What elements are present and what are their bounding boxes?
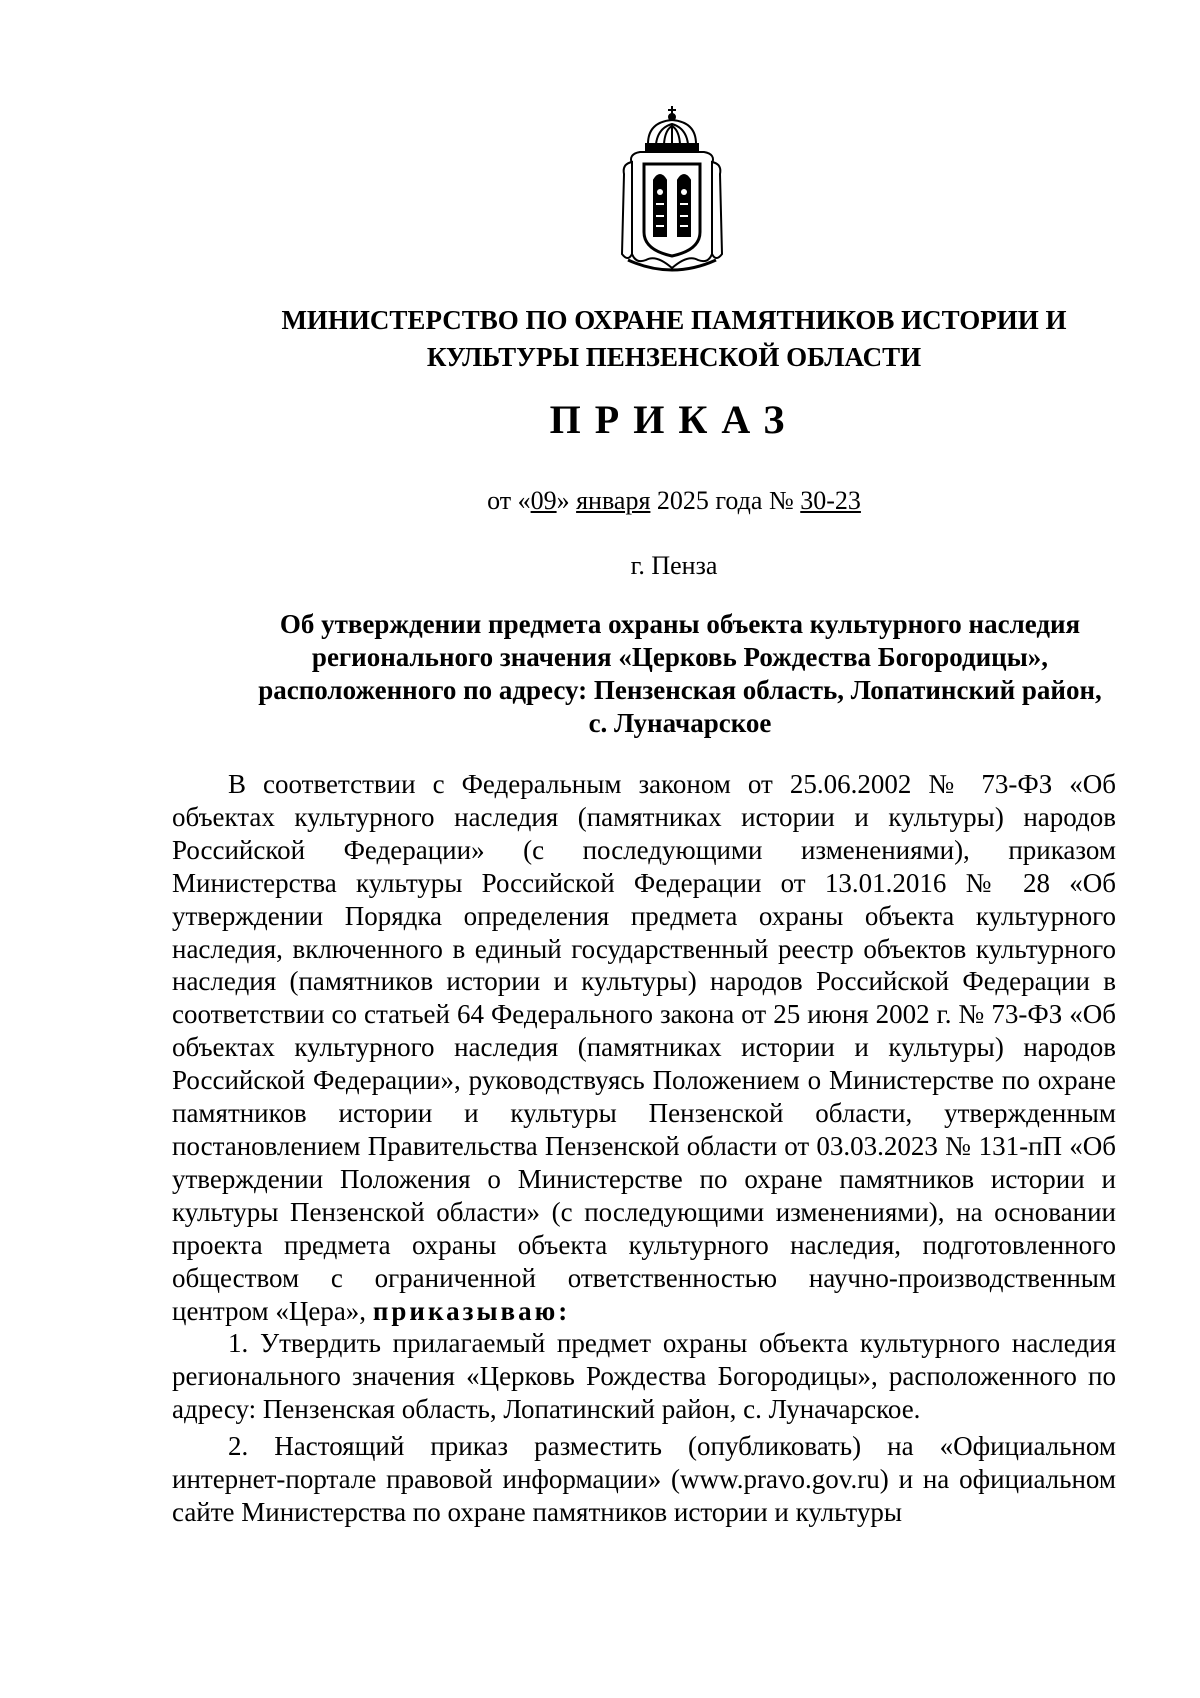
order-subject	[205, 608, 1155, 740]
subject-line3: расположенного по адресу: Пензенская область, Лопатинский район,	[258, 675, 1102, 705]
subject-line2: регионального значения «Церковь Рождества Богородицы»,	[311, 642, 1049, 672]
order-number: 30-23	[800, 486, 861, 515]
date-prefix: от «	[487, 486, 531, 515]
order-item-1: 1. Утвердить прилагаемый предмет охраны объекта культурного наследия регионального значения «Церковь Рождества Богородицы», расположенного по адресу: Пензенская область, Лопатинский район, с. Луначарское.	[172, 1328, 1116, 1425]
city-name: г. Пенза	[630, 551, 718, 580]
coat-of-arms-emblem	[618, 104, 726, 274]
ministry-name	[180, 302, 1168, 376]
document-type-title: ПРИКАЗ	[549, 397, 799, 442]
order-date-number	[180, 486, 1168, 516]
preamble-text: В соответствии с Федеральным законом от 25.06.2002 № 73-ФЗ «Об объектах культурного наследия (памятниках истории и культуры) народов Российской Федерации» (с последующими изменениями), приказом Министерства культуры Российской Федерации от 13.01.2016 № 28 «Об утверждении Порядка определения предмета охраны объекта культурного наследия, включенного в единый государственный реестр объектов культурного наследия (памятников истории и культуры) народов Российской Федерации в соответствии со статьей 64 Федерального закона от 25 июня 2002 г. № 73-ФЗ «Об объектах культурного наследия (памятниках истории и культуры) народов Российской Федерации», руководствуясь Положением о Министерстве по охране памятников истории и культуры Пензенской области, утвержденным постановлением Правительства Пензенской области от 03.03.2023 № 131-пП «Об утверждении Положения о Министерстве по охране памятников истории и культуры Пензенской области» (с последующими изменениями), на основании проекта предмета охраны объекта культурного наследия, подготовленного обществом с ограниченной ответственностью научно-производственным центром «Цера»,	[172, 769, 1116, 1326]
date-day: 09	[530, 486, 557, 515]
decree-word: приказываю:	[372, 1295, 571, 1326]
date-mid: »	[556, 486, 577, 515]
ministry-name-line2: КУЛЬТУРЫ ПЕНЗЕНСКОЙ ОБЛАСТИ	[426, 342, 922, 372]
subject-line1: Об утверждении предмета охраны объекта культурного наследия	[279, 609, 1081, 639]
subject-line4: с. Луначарское	[588, 708, 772, 738]
date-year: 2025 года №	[650, 486, 801, 515]
order-body	[172, 768, 1116, 1529]
date-month: января	[576, 486, 651, 515]
ministry-name-line1: МИНИСТЕРСТВО ПО ОХРАНЕ ПАМЯТНИКОВ ИСТОРИИ И	[281, 305, 1067, 335]
order-item-2: 2. Настоящий приказ разместить (опубликовать) на «Официальном интернет-портале правовой информации» (www.pravo.gov.ru) и на официальном сайте Министерства по охране памятников истории и культуры	[172, 1431, 1116, 1527]
preamble-paragraph	[172, 768, 1116, 1327]
